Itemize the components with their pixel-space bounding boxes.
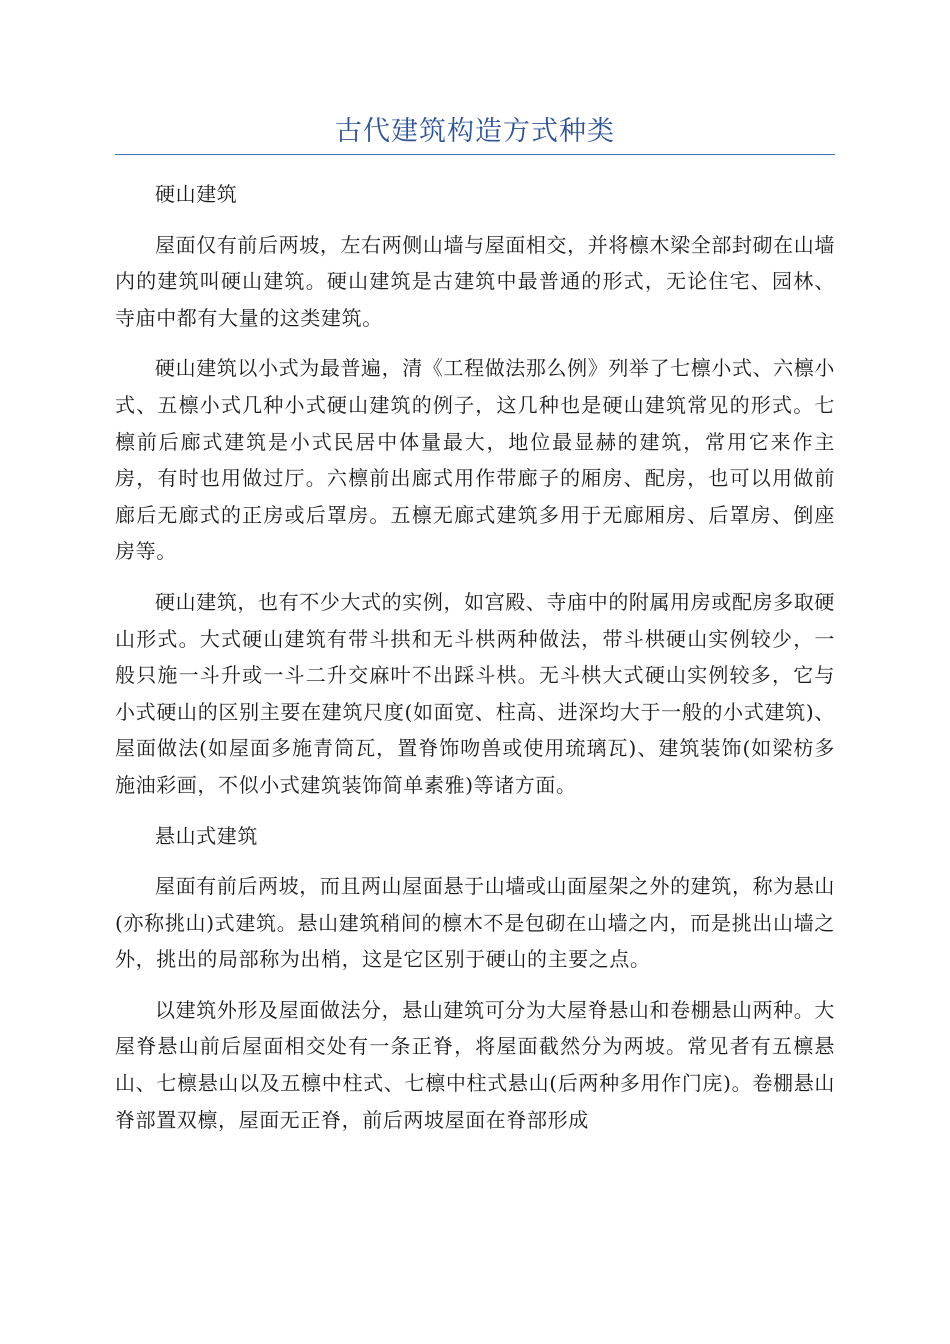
paragraph: 以建筑外形及屋面做法分，悬山建筑可分为大屋脊悬山和卷棚悬山两种。大屋脊悬山前后屋面相交处有一条正脊，将屋面截然分为两坡。常见者有五檩悬山、七檩悬山以及五檩中柱式、七檩中柱式悬山(后两种多用作门庑)。卷棚悬山脊部置双檩，屋面无正脊，前后两坡屋面在脊部形成	[115, 997, 835, 1132]
paragraph: 屋面仅有前后两坡，左右两侧山墙与屋面相交，并将檩木梁全部封砌在山墙内的建筑叫硬山建筑。硬山建筑是古建筑中最普通的形式，无论住宅、园林、寺庙中都有大量的这类建筑。	[115, 232, 835, 330]
section-heading-yingshan: 硬山建筑	[155, 182, 238, 206]
title-underline	[115, 154, 835, 155]
document-title: 古代建筑构造方式种类	[335, 116, 615, 147]
paragraph: 硬山建筑，也有不少大式的实例，如宫殿、寺庙中的附属用房或配房多取硬山形式。大式硬山建筑有带斗拱和无斗栱两种做法，带斗栱硬山实例较少，一般只施一斗升或一斗二升交麻叶不出踩斗栱。无斗栱大式硬山实例较多，它与小式硬山的区别主要在建筑尺度(如面宽、柱高、进深均大于一般的小式建筑)、屋面做法(如屋面多施青筒瓦，置脊饰吻兽或使用琉璃瓦)、建筑装饰(如梁枋多施油彩画，不似小式建筑装饰简单素雅)等诸方面。	[115, 589, 835, 797]
paragraph: 硬山建筑以小式为最普遍，清《工程做法那么例》列举了七檩小式、六檩小式、五檩小式几种小式硬山建筑的例子，这几种也是硬山建筑常见的形式。七檩前后廊式建筑是小式民居中体量最大，地位最显赫的建筑，常用它来作主房，有时也用做过厅。六檩前出廊式用作带廊子的厢房、配房，也可以用做前廊后无廊式的正房或后罩房。五檩无廊式建筑多用于无廊厢房、后罩房、倒座房等。	[115, 356, 835, 564]
paragraph: 屋面有前后两坡，而且两山屋面悬于山墙或山面屋架之外的建筑，称为悬山(亦称挑山)式建筑。悬山建筑稍间的檩木不是包砌在山墙之内，而是挑出山墙之外，挑出的局部称为出梢，这是它区别于硬山的主要之点。	[115, 874, 835, 972]
document-body	[115, 176, 835, 1152]
section-heading-xuanshan: 悬山式建筑	[155, 823, 258, 848]
